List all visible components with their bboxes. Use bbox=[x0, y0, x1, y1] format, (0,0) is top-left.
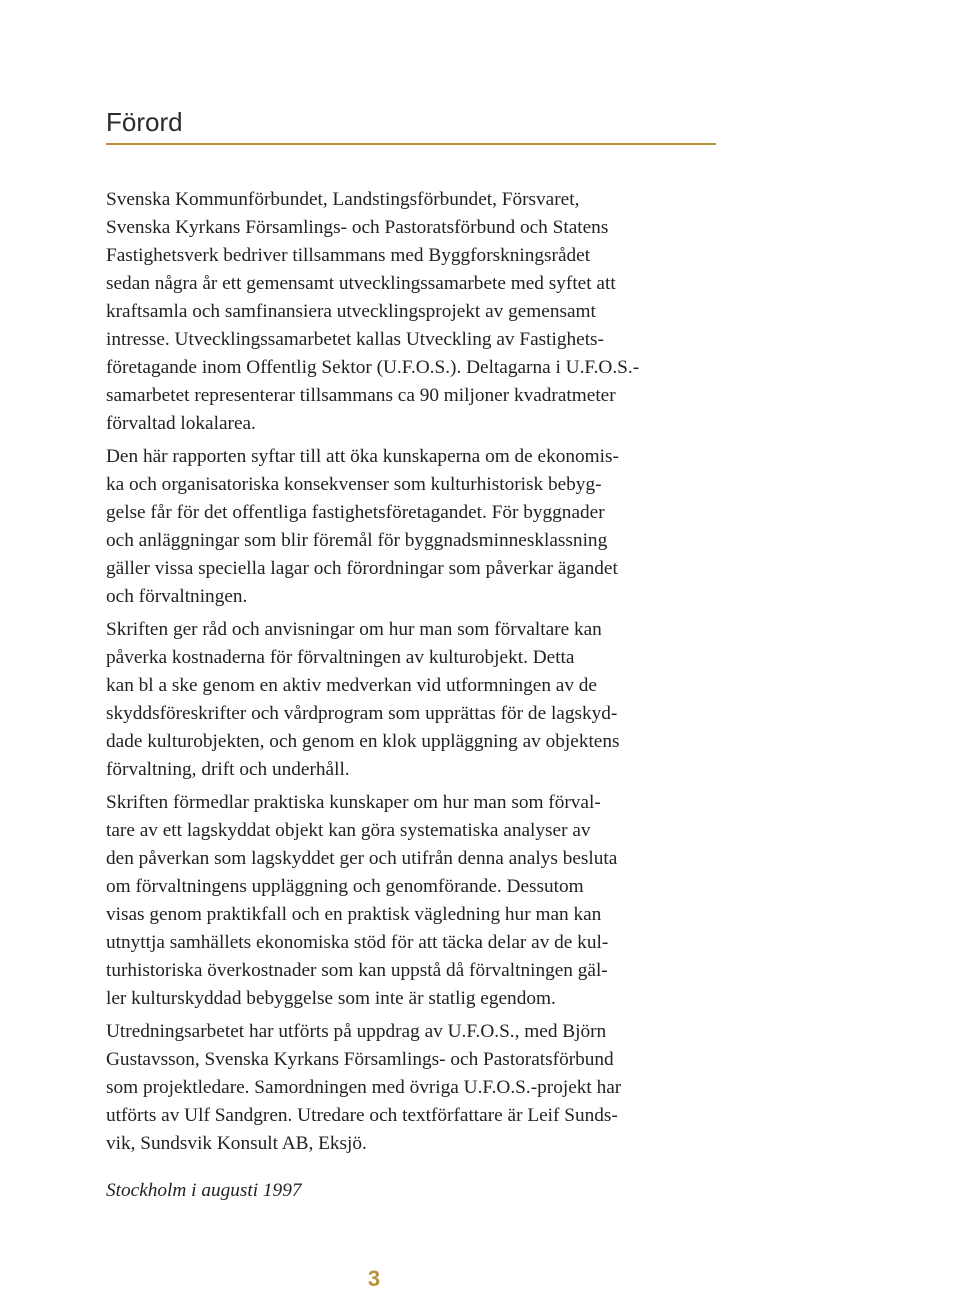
text-line: visas genom praktikfall och en praktisk vägledning hur man kan bbox=[106, 904, 602, 925]
page-title: Förord bbox=[106, 107, 183, 137]
page-number: 3 bbox=[367, 1266, 381, 1291]
text-line: ka och organisatoriska konsekvenser som kulturhistorisk bebyg- bbox=[106, 474, 602, 495]
text-line: som projektledare. Samordningen med övriga U.F.O.S.-projekt har bbox=[106, 1077, 622, 1098]
text-line: Svenska Kyrkans Församlings- och Pastoratsförbund och Statens bbox=[106, 217, 609, 238]
text-line: och anläggningar som blir föremål för byggnadsminnesklassning bbox=[106, 530, 608, 551]
text-line: turhistoriska överkostnader som kan uppstå då förvaltningen gäl- bbox=[106, 960, 608, 981]
text-line: Fastighetsverk bedriver tillsammans med Byggforskningsrådet bbox=[106, 245, 591, 266]
paragraph-3 bbox=[106, 616, 716, 784]
text-line: företagande inom Offentlig Sektor (U.F.O.S.). Deltagarna i U.F.O.S.- bbox=[106, 357, 640, 378]
paragraph-2 bbox=[106, 443, 716, 611]
text-line: gelse får för det offentliga fastighetsföretagandet. För byggnader bbox=[106, 502, 605, 523]
text-line: gäller vissa speciella lagar och förordningar som påverkar ägandet bbox=[106, 558, 618, 579]
text-line: ler kulturskyddad bebyggelse som inte är statlig egendom. bbox=[106, 988, 556, 1009]
text-line: kan bl a ske genom en aktiv medverkan vid utformningen av de bbox=[106, 675, 597, 696]
text-line: dade kulturobjekten, och genom en klok uppläggning av objektens bbox=[106, 731, 620, 752]
text-line: kraftsamla och samfinansiera utvecklingsprojekt av gemensamt bbox=[106, 301, 596, 322]
text-line: om förvaltningens uppläggning och genomförande. Dessutom bbox=[106, 876, 584, 897]
text-line: utförts av Ulf Sandgren. Utredare och textförfattare är Leif Sunds- bbox=[106, 1105, 618, 1126]
text-line: intresse. Utvecklingssamarbetet kallas Utveckling av Fastighets- bbox=[106, 329, 604, 350]
text-line: Gustavsson, Svenska Kyrkans Församlings- och Pastoratsförbund bbox=[106, 1049, 614, 1070]
body-text bbox=[106, 186, 716, 1163]
text-line: samarbetet representerar tillsammans ca 90 miljoner kvadratmeter bbox=[106, 385, 616, 406]
text-line: och förvaltningen. bbox=[106, 586, 248, 607]
text-line: påverka kostnaderna för förvaltningen av kulturobjekt. Detta bbox=[106, 647, 575, 668]
text-line: Skriften ger råd och anvisningar om hur man som förvaltare kan bbox=[106, 619, 602, 640]
text-line: vik, Sundsvik Konsult AB, Eksjö. bbox=[106, 1133, 367, 1154]
text-line: Utredningsarbetet har utförts på uppdrag av U.F.O.S., med Björn bbox=[106, 1021, 607, 1042]
text-line: förvaltning, drift och underhåll. bbox=[106, 759, 350, 780]
text-line: utnyttja samhällets ekonomiska stöd för att täcka delar av de kul- bbox=[106, 932, 609, 953]
place-and-date: Stockholm i augusti 1997 bbox=[106, 1180, 302, 1201]
paragraph-5 bbox=[106, 1018, 716, 1158]
text-line: förvaltad lokalarea. bbox=[106, 413, 256, 434]
text-line: sedan några år ett gemensamt utvecklingssamarbete med syftet att bbox=[106, 273, 616, 294]
text-line: tare av ett lagskyddat objekt kan göra systematiska analyser av bbox=[106, 820, 591, 841]
text-line: den påverkan som lagskyddet ger och utifrån denna analys besluta bbox=[106, 848, 618, 869]
text-line: Svenska Kommunförbundet, Landstingsförbundet, Försvaret, bbox=[106, 189, 580, 210]
document-page bbox=[106, 0, 716, 1293]
text-line: Skriften förmedlar praktiska kunskaper om hur man som förval- bbox=[106, 792, 601, 813]
title-underline bbox=[106, 143, 716, 145]
paragraph-4 bbox=[106, 789, 716, 1013]
text-line: skyddsföreskrifter och vårdprogram som upprättas för de lagskyd- bbox=[106, 703, 618, 724]
text-line: Den här rapporten syftar till att öka kunskaperna om de ekonomis- bbox=[106, 446, 619, 467]
paragraph-1 bbox=[106, 186, 716, 438]
